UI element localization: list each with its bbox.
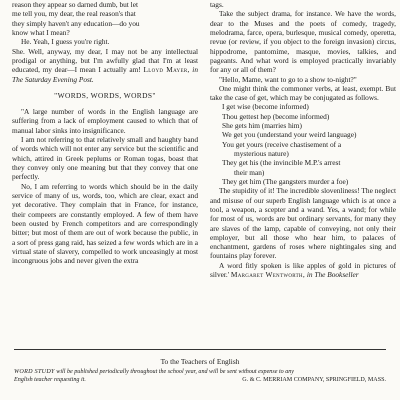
conjugation-item: We get you (understand your weird language): [222, 130, 357, 140]
article-paragraph: The stupidity of it! The incredible slovenliness! The neglect and misuse of our superb English language which is at once a tool, a weapon, a scepter and a wand. Yes, a wand; for while for most of us, words are but ordinary servants, for many they are slaves of the lamp, capable of conveying, not only their employer, but all those who hear him, to palaces of enchantment, gardens of roses where nightingales sing and fountains play forever.: [210, 186, 396, 261]
article-paragraph: "Hello, Mame, want to go to a show to-night?": [219, 74, 357, 84]
publisher-name: G. & C. MERRIAM COMPANY, SPRINGFIELD, MASS.: [242, 377, 386, 383]
attribution-source: in The Bookseller: [306, 270, 359, 280]
article-paragraph: Take the subject drama, for instance. We have the words, dear to the Muses and the poets of comedy, tragedy, melodrama, farce, opera, burlesque, musical comedy, operetta, revue (or review, if you object to the foreign invasion) circus, hippodrome, pantomime, masque, movies, talkies, and pageants. And what word is employed practically invariably for any or all of them?: [210, 9, 396, 75]
continued-text: tags.: [210, 0, 224, 9]
attribution-name: Lloyd Mayer,: [143, 65, 190, 75]
publication-name: WORD STUDY: [14, 369, 55, 375]
footer-title: To the Teachers of English: [160, 357, 240, 366]
dialogue-she: [12, 47, 198, 84]
conjugation-item: They get him (The gangsters murder a foe): [222, 176, 349, 186]
notice-text: will be published periodically throughout the school year, and will be sent without expense to any: [56, 369, 295, 375]
article-paragraph: "A large number of words in the English language are suffering from a lack of employment caused to which that of manual labor sinks into insignificance.: [12, 107, 198, 135]
conjugation-item: She gets him (marries him): [222, 121, 302, 131]
conjugation-item: They get his (the invincible M.P.'s arrest: [222, 158, 341, 168]
article-paragraph: One might think the commoner verbs, at least, exempt. But take the case of get, which may be conjugated as follows.: [210, 83, 396, 103]
article-title: "WORDS, WORDS, WORDS": [54, 90, 156, 100]
intro-line: me tell you, my dear, the real reason's that: [12, 9, 136, 19]
intro-line: they simply haven't any education—do you: [12, 18, 140, 28]
article-paragraph: I am not referring to that relatively small and haughty band of words which will not enter any service but the scientific and which, attired in Greek peplums or Roman togas, boast that they convey only one meaning but that they convey that one perfectly.: [12, 135, 198, 182]
article-quote: [210, 261, 396, 280]
article-paragraph: No, I am referring to words which should be in the daily service of many of us, words, too, which are clear, exact and yet decorative. They complain that in France, for instance, their compeers are constantly employed. A few of them have been ousted by French competitors and are correspondingly bitter; but most of them are out of work because the public, in a sort of press gang raid, has seized a few words which are in a virtual state of slavery, compelled to work unceasingly at most incongruous jobs and never given the extra: [12, 181, 198, 266]
conjugation-item: mysterious nature): [234, 149, 289, 158]
intro-line: reason they appear so darned dumb, but let: [12, 0, 139, 9]
footer-notice-line: [14, 368, 386, 376]
right-column: [210, 0, 396, 279]
footer-divider: [14, 349, 386, 350]
left-column: [12, 0, 198, 265]
conjugation-item: Thou gettest hep (become informed): [222, 111, 330, 121]
conjugation-list: [210, 102, 396, 186]
dialogue-he: He. Yeah, I guess you're right.: [21, 37, 110, 47]
footer-notice: [14, 368, 386, 384]
footer-notice-line: [14, 376, 386, 384]
attribution-source: in The Saturday Evening Post.: [12, 65, 198, 84]
attribution-name: Margaret Wentworth,: [230, 270, 305, 280]
notice-text: English teacher requesting it.: [14, 377, 86, 383]
conjugation-item: You get yours (receive chastisement of a: [222, 139, 342, 149]
conjugation-item: I get wise (become informed): [222, 102, 309, 112]
conjugation-item: their man): [234, 167, 265, 177]
intro-line: know what I mean?: [12, 27, 70, 37]
quote-text: A word fitly spoken is like apples of gold in pictures of silver.': [210, 260, 396, 280]
dialogue-she-text: She. Well, anyway, my dear, I may not be any intellectual prodigal or anything, but I'm awfully glad that I'm at least educated, my dear—I mean I actually am!: [12, 46, 198, 75]
